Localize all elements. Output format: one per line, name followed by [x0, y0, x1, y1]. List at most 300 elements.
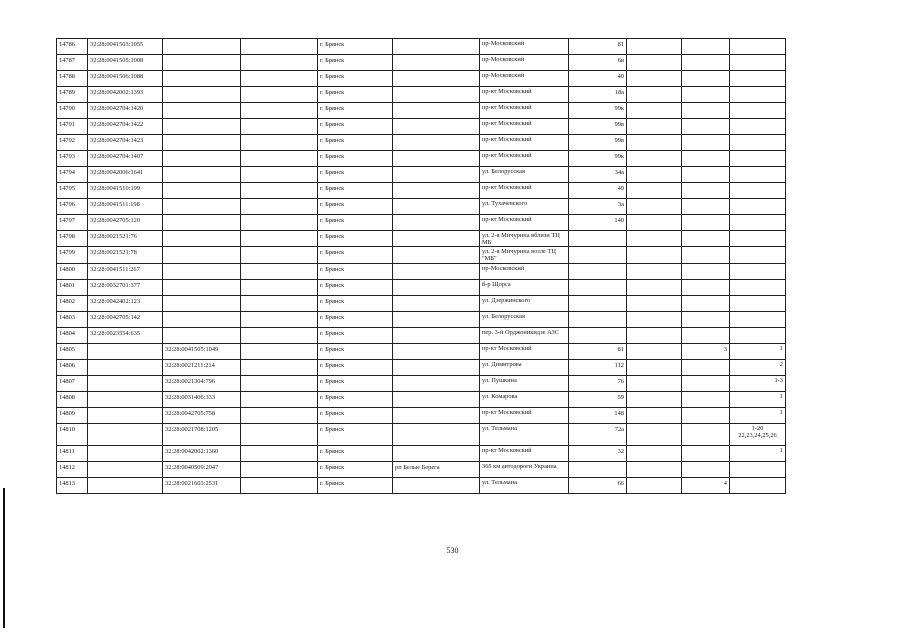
cell-cadastral-number-building — [163, 263, 241, 279]
cell-row-number: 14804 — [57, 327, 88, 343]
cell-blank-column — [241, 151, 318, 167]
cell-blank-column — [241, 311, 318, 327]
cell-house-number: 34а — [569, 167, 627, 183]
cell-blank-column — [241, 343, 318, 359]
cell-building-column — [627, 263, 682, 279]
table-row — [57, 215, 786, 231]
cell-settlement: рп Белые Берега — [393, 461, 480, 477]
cell-cadastral-number-land: 32:28:0042704:1420 — [88, 103, 163, 119]
cell-settlement — [393, 231, 480, 247]
cell-structure-column — [682, 167, 730, 183]
cell-city: г. Брянск — [318, 167, 393, 183]
cell-apartment-column — [730, 263, 786, 279]
cell-cadastral-number-land: 32:28:0032701:377 — [88, 279, 163, 295]
cell-structure-column — [682, 445, 730, 461]
page-number: 530 — [446, 546, 459, 555]
cell-street: ул. Димитрова — [480, 359, 569, 375]
cell-row-number: 14801 — [57, 279, 88, 295]
cell-street: пр-Московский — [480, 71, 569, 87]
cell-city: г. Брянск — [318, 263, 393, 279]
cell-cadastral-number-building — [163, 87, 241, 103]
cell-row-number: 14799 — [57, 247, 88, 263]
cell-street: пр-кт Московский — [480, 135, 569, 151]
cell-settlement — [393, 263, 480, 279]
cell-row-number: 14806 — [57, 359, 88, 375]
cell-structure-column — [682, 183, 730, 199]
table-row — [57, 423, 786, 445]
cell-house-number: 40 — [569, 71, 627, 87]
cell-cadastral-number-land: 32:28:0042002:1393 — [88, 87, 163, 103]
cell-house-number — [569, 231, 627, 247]
cell-apartment-column — [730, 167, 786, 183]
cell-row-number: 14798 — [57, 231, 88, 247]
cell-apartment-column — [730, 103, 786, 119]
cell-blank-column — [241, 231, 318, 247]
cell-house-number: 76 — [569, 375, 627, 391]
cell-city: г. Брянск — [318, 279, 393, 295]
cell-cadastral-number-building — [163, 71, 241, 87]
cell-settlement — [393, 183, 480, 199]
cell-apartment-column — [730, 39, 786, 55]
cell-house-number: 99к — [569, 103, 627, 119]
cell-structure-column — [682, 327, 730, 343]
table-row — [57, 135, 786, 151]
cell-row-number: 14811 — [57, 445, 88, 461]
cell-row-number: 14802 — [57, 295, 88, 311]
cell-street: пр-Московский — [480, 263, 569, 279]
cell-cadastral-number-building — [163, 311, 241, 327]
cell-street: ул. Пушкина — [480, 375, 569, 391]
cell-cadastral-number-land: 32:28:0042705:142 — [88, 311, 163, 327]
table-row — [57, 71, 786, 87]
cell-settlement — [393, 279, 480, 295]
cell-street: пр-Московский — [480, 39, 569, 55]
cell-settlement — [393, 327, 480, 343]
cell-row-number: 14790 — [57, 103, 88, 119]
table-row — [57, 295, 786, 311]
cell-cadastral-number-building: 32:28:0021304:796 — [163, 375, 241, 391]
cell-city: г. Брянск — [318, 407, 393, 423]
cell-street: пер. 3-й Орджоникидзе АЗС — [480, 327, 569, 343]
cell-cadastral-number-building: 32:28:0031406:333 — [163, 391, 241, 407]
cell-street: 365 км автодороги Украина — [480, 461, 569, 477]
cell-street: пр-кт Московский — [480, 343, 569, 359]
cell-apartment-column — [730, 215, 786, 231]
cell-city: г. Брянск — [318, 103, 393, 119]
cell-structure-column — [682, 39, 730, 55]
cell-building-column — [627, 407, 682, 423]
cell-apartment-column — [730, 151, 786, 167]
cell-settlement — [393, 151, 480, 167]
cell-cadastral-number-building — [163, 103, 241, 119]
cell-building-column — [627, 167, 682, 183]
cell-settlement — [393, 477, 480, 493]
cell-building-column — [627, 477, 682, 493]
cell-structure-column — [682, 119, 730, 135]
cell-structure-column — [682, 423, 730, 445]
cell-blank-column — [241, 247, 318, 263]
cell-structure-column — [682, 295, 730, 311]
cell-building-column — [627, 87, 682, 103]
cell-street: ул. Белорусская — [480, 311, 569, 327]
cell-city: г. Брянск — [318, 135, 393, 151]
table-row — [57, 359, 786, 375]
cell-cadastral-number-building — [163, 199, 241, 215]
cell-city: г. Брянск — [318, 295, 393, 311]
cell-cadastral-number-building — [163, 183, 241, 199]
cell-building-column — [627, 135, 682, 151]
cell-building-column — [627, 71, 682, 87]
cell-cadastral-number-building — [163, 327, 241, 343]
cell-cadastral-number-land: 32:28:0041511:267 — [88, 263, 163, 279]
cell-house-number — [569, 295, 627, 311]
cell-structure-column — [682, 247, 730, 263]
cell-building-column — [627, 391, 682, 407]
cell-city: г. Брянск — [318, 215, 393, 231]
cell-row-number: 14809 — [57, 407, 88, 423]
table-row — [57, 263, 786, 279]
cell-blank-column — [241, 119, 318, 135]
cell-city: г. Брянск — [318, 359, 393, 375]
cell-cadastral-number-land: 32:28:0021521:76 — [88, 231, 163, 247]
cell-house-number: 99к — [569, 151, 627, 167]
cell-row-number: 14808 — [57, 391, 88, 407]
cell-street: ул. Дзержинского — [480, 295, 569, 311]
cell-street: б-р Щорса — [480, 279, 569, 295]
cell-row-number: 14793 — [57, 151, 88, 167]
cell-city: г. Брянск — [318, 183, 393, 199]
cell-street: пр-кт Московский — [480, 215, 569, 231]
cell-structure-column — [682, 215, 730, 231]
cell-settlement — [393, 103, 480, 119]
table-row — [57, 87, 786, 103]
cell-city: г. Брянск — [318, 39, 393, 55]
cell-apartment-column — [730, 231, 786, 247]
cell-apartment-column: 1 — [730, 391, 786, 407]
cell-settlement — [393, 343, 480, 359]
cell-settlement — [393, 391, 480, 407]
cell-cadastral-number-land — [88, 343, 163, 359]
cell-house-number: 99в — [569, 135, 627, 151]
cell-cadastral-number-building: 32:28:0021708:1205 — [163, 423, 241, 445]
cell-building-column — [627, 445, 682, 461]
cell-cadastral-number-building: 32:28:0041505:1049 — [163, 343, 241, 359]
cell-building-column — [627, 359, 682, 375]
table-row — [57, 55, 786, 71]
cell-row-number: 14788 — [57, 71, 88, 87]
cell-city: г. Брянск — [318, 477, 393, 493]
cell-house-number: 81 — [569, 39, 627, 55]
cell-cadastral-number-building — [163, 231, 241, 247]
cell-cadastral-number-land — [88, 407, 163, 423]
cell-settlement — [393, 375, 480, 391]
cell-street: пр-кт Московский — [480, 183, 569, 199]
cell-house-number: 112 — [569, 359, 627, 375]
cell-blank-column — [241, 183, 318, 199]
cell-structure-column: 3 — [682, 343, 730, 359]
cell-cadastral-number-building: 32:28:0021211:214 — [163, 359, 241, 375]
cell-structure-column — [682, 231, 730, 247]
cell-settlement — [393, 359, 480, 375]
cell-row-number: 14789 — [57, 87, 88, 103]
cell-settlement — [393, 167, 480, 183]
cell-city: г. Брянск — [318, 55, 393, 71]
cell-row-number: 14794 — [57, 167, 88, 183]
cell-street: пр-кт Московский — [480, 445, 569, 461]
cell-blank-column — [241, 391, 318, 407]
cell-city: г. Брянск — [318, 199, 393, 215]
cell-cadastral-number-building — [163, 151, 241, 167]
cell-street: пр-кт Московский — [480, 103, 569, 119]
cell-apartment-column: 1-20 22,23,24,25,26 — [730, 423, 786, 445]
cell-row-number: 14787 — [57, 55, 88, 71]
cell-cadastral-number-building — [163, 135, 241, 151]
cell-city: г. Брянск — [318, 343, 393, 359]
table-row — [57, 461, 786, 477]
cell-structure-column — [682, 71, 730, 87]
cell-apartment-column — [730, 247, 786, 263]
cell-row-number: 14786 — [57, 39, 88, 55]
cell-structure-column — [682, 151, 730, 167]
cell-cadastral-number-land: 32:28:0042402:123 — [88, 295, 163, 311]
cell-blank-column — [241, 375, 318, 391]
cell-building-column — [627, 311, 682, 327]
cell-cadastral-number-building: 32:28:0021603:2531 — [163, 477, 241, 493]
cell-apartment-column — [730, 199, 786, 215]
cell-building-column — [627, 151, 682, 167]
cell-city: г. Брянск — [318, 327, 393, 343]
cell-cadastral-number-building — [163, 215, 241, 231]
cell-cadastral-number-land: 32:28:0042704:1407 — [88, 151, 163, 167]
cell-house-number — [569, 263, 627, 279]
cell-structure-column — [682, 263, 730, 279]
cell-cadastral-number-building: 32:28:0040509:2047 — [163, 461, 241, 477]
table-row — [57, 391, 786, 407]
cell-settlement — [393, 199, 480, 215]
cell-house-number — [569, 461, 627, 477]
cell-blank-column — [241, 477, 318, 493]
table-row — [57, 183, 786, 199]
cell-row-number: 14796 — [57, 199, 88, 215]
cell-city: г. Брянск — [318, 375, 393, 391]
cell-street: пр-кт Московский — [480, 119, 569, 135]
table-row — [57, 151, 786, 167]
cell-structure-column — [682, 391, 730, 407]
cell-row-number: 14795 — [57, 183, 88, 199]
cell-city: г. Брянск — [318, 445, 393, 461]
cell-row-number: 14800 — [57, 263, 88, 279]
cell-cadastral-number-building — [163, 55, 241, 71]
cell-blank-column — [241, 279, 318, 295]
cell-cadastral-number-building — [163, 295, 241, 311]
cell-blank-column — [241, 167, 318, 183]
cell-apartment-column — [730, 461, 786, 477]
cell-settlement — [393, 445, 480, 461]
cell-cadastral-number-land: 32:28:0042704:1423 — [88, 135, 163, 151]
cell-structure-column — [682, 375, 730, 391]
cell-house-number: 32 — [569, 445, 627, 461]
table-row — [57, 167, 786, 183]
cell-building-column — [627, 215, 682, 231]
cell-apartment-column — [730, 477, 786, 493]
cell-building-column — [627, 55, 682, 71]
cell-cadastral-number-building — [163, 247, 241, 263]
cell-house-number: 3а — [569, 199, 627, 215]
cell-building-column — [627, 279, 682, 295]
cell-street: ул. 2-я Мичурина возле ТЦ "МБ" — [480, 247, 569, 263]
table-row — [57, 103, 786, 119]
cell-house-number — [569, 311, 627, 327]
cell-cadastral-number-land: 32:28:0023554:635 — [88, 327, 163, 343]
cell-house-number: 49 — [569, 183, 627, 199]
cell-city: г. Брянск — [318, 391, 393, 407]
cell-house-number: 6в — [569, 55, 627, 71]
cell-blank-column — [241, 263, 318, 279]
cell-settlement — [393, 295, 480, 311]
cell-city: г. Брянск — [318, 311, 393, 327]
cell-cadastral-number-land — [88, 423, 163, 445]
cell-blank-column — [241, 295, 318, 311]
cell-row-number: 14812 — [57, 461, 88, 477]
cell-structure-column: 4 — [682, 477, 730, 493]
cell-street: пр-Московский — [480, 55, 569, 71]
cell-blank-column — [241, 359, 318, 375]
cell-building-column — [627, 375, 682, 391]
cell-house-number: 72а — [569, 423, 627, 445]
cell-city: г. Брянск — [318, 119, 393, 135]
table-row — [57, 375, 786, 391]
cell-cadastral-number-land — [88, 391, 163, 407]
cell-cadastral-number-land: 32:28:0041505:1008 — [88, 55, 163, 71]
cell-settlement — [393, 39, 480, 55]
cell-apartment-column — [730, 55, 786, 71]
cell-house-number: 59 — [569, 391, 627, 407]
cell-building-column — [627, 423, 682, 445]
cell-row-number: 14813 — [57, 477, 88, 493]
cell-cadastral-number-land — [88, 477, 163, 493]
table-row — [57, 279, 786, 295]
cell-cadastral-number-building — [163, 167, 241, 183]
cell-building-column — [627, 119, 682, 135]
cell-blank-column — [241, 71, 318, 87]
cell-apartment-column — [730, 119, 786, 135]
cell-blank-column — [241, 87, 318, 103]
cell-row-number: 14810 — [57, 423, 88, 445]
cell-building-column — [627, 183, 682, 199]
cell-house-number: 148 — [569, 407, 627, 423]
table-row — [57, 247, 786, 263]
cell-settlement — [393, 119, 480, 135]
cell-blank-column — [241, 327, 318, 343]
cell-city: г. Брянск — [318, 423, 393, 445]
cell-street: пр-кт Московский — [480, 151, 569, 167]
cell-apartment-column — [730, 135, 786, 151]
table-row — [57, 231, 786, 247]
cell-blank-column — [241, 461, 318, 477]
cell-apartment-column: 1 — [730, 445, 786, 461]
cell-cadastral-number-land: 32:28:0041511:198 — [88, 199, 163, 215]
cell-city: г. Брянск — [318, 461, 393, 477]
cell-house-number — [569, 279, 627, 295]
cell-blank-column — [241, 135, 318, 151]
cell-settlement — [393, 247, 480, 263]
cell-settlement — [393, 423, 480, 445]
cell-blank-column — [241, 423, 318, 445]
cell-blank-column — [241, 39, 318, 55]
cell-row-number: 14803 — [57, 311, 88, 327]
table-row — [57, 343, 786, 359]
cell-house-number: 18а — [569, 87, 627, 103]
cell-city: г. Брянск — [318, 151, 393, 167]
cell-house-number: 99в — [569, 119, 627, 135]
cell-structure-column — [682, 311, 730, 327]
cell-building-column — [627, 199, 682, 215]
cell-structure-column — [682, 135, 730, 151]
cell-apartment-column — [730, 327, 786, 343]
cell-cadastral-number-land: 32:28:0041506:1088 — [88, 71, 163, 87]
cell-blank-column — [241, 55, 318, 71]
cell-apartment-column: 2 — [730, 359, 786, 375]
cell-cadastral-number-building — [163, 119, 241, 135]
cell-cadastral-number-land — [88, 375, 163, 391]
cell-apartment-column — [730, 87, 786, 103]
cell-settlement — [393, 87, 480, 103]
cell-house-number: 66 — [569, 477, 627, 493]
cell-city: г. Брянск — [318, 231, 393, 247]
cell-city: г. Брянск — [318, 71, 393, 87]
cell-cadastral-number-land — [88, 445, 163, 461]
cell-cadastral-number-land: 32:28:0041510:199 — [88, 183, 163, 199]
cell-street: пр-кт Московский — [480, 87, 569, 103]
cell-blank-column — [241, 215, 318, 231]
cell-apartment-column: 1-3 — [730, 375, 786, 391]
cell-structure-column — [682, 461, 730, 477]
table-row — [57, 445, 786, 461]
cell-structure-column — [682, 407, 730, 423]
cell-blank-column — [241, 199, 318, 215]
scan-edge-line — [3, 488, 5, 628]
cell-row-number: 14797 — [57, 215, 88, 231]
cell-building-column — [627, 231, 682, 247]
cell-settlement — [393, 311, 480, 327]
cell-street: ул. Комарова — [480, 391, 569, 407]
cell-row-number: 14792 — [57, 135, 88, 151]
cell-row-number: 14807 — [57, 375, 88, 391]
cell-cadastral-number-building — [163, 279, 241, 295]
cell-cadastral-number-land — [88, 461, 163, 477]
table-row — [57, 199, 786, 215]
cell-structure-column — [682, 279, 730, 295]
cell-apartment-column — [730, 71, 786, 87]
cell-house-number — [569, 247, 627, 263]
cell-settlement — [393, 55, 480, 71]
cell-city: г. Брянск — [318, 247, 393, 263]
cell-cadastral-number-land — [88, 359, 163, 375]
cell-apartment-column: 1 — [730, 343, 786, 359]
cell-apartment-column — [730, 279, 786, 295]
table-row — [57, 477, 786, 493]
cell-building-column — [627, 461, 682, 477]
cell-cadastral-number-land: 32:28:0041503:1055 — [88, 39, 163, 55]
cell-house-number: 81 — [569, 343, 627, 359]
cell-cadastral-number-building — [163, 39, 241, 55]
cell-street: ул. Белорусская — [480, 167, 569, 183]
cell-house-number — [569, 327, 627, 343]
cell-house-number: 140 — [569, 215, 627, 231]
cell-apartment-column — [730, 183, 786, 199]
cell-street: пр-кт Московский — [480, 407, 569, 423]
cell-cadastral-number-building: 32:28:0042002:1360 — [163, 445, 241, 461]
